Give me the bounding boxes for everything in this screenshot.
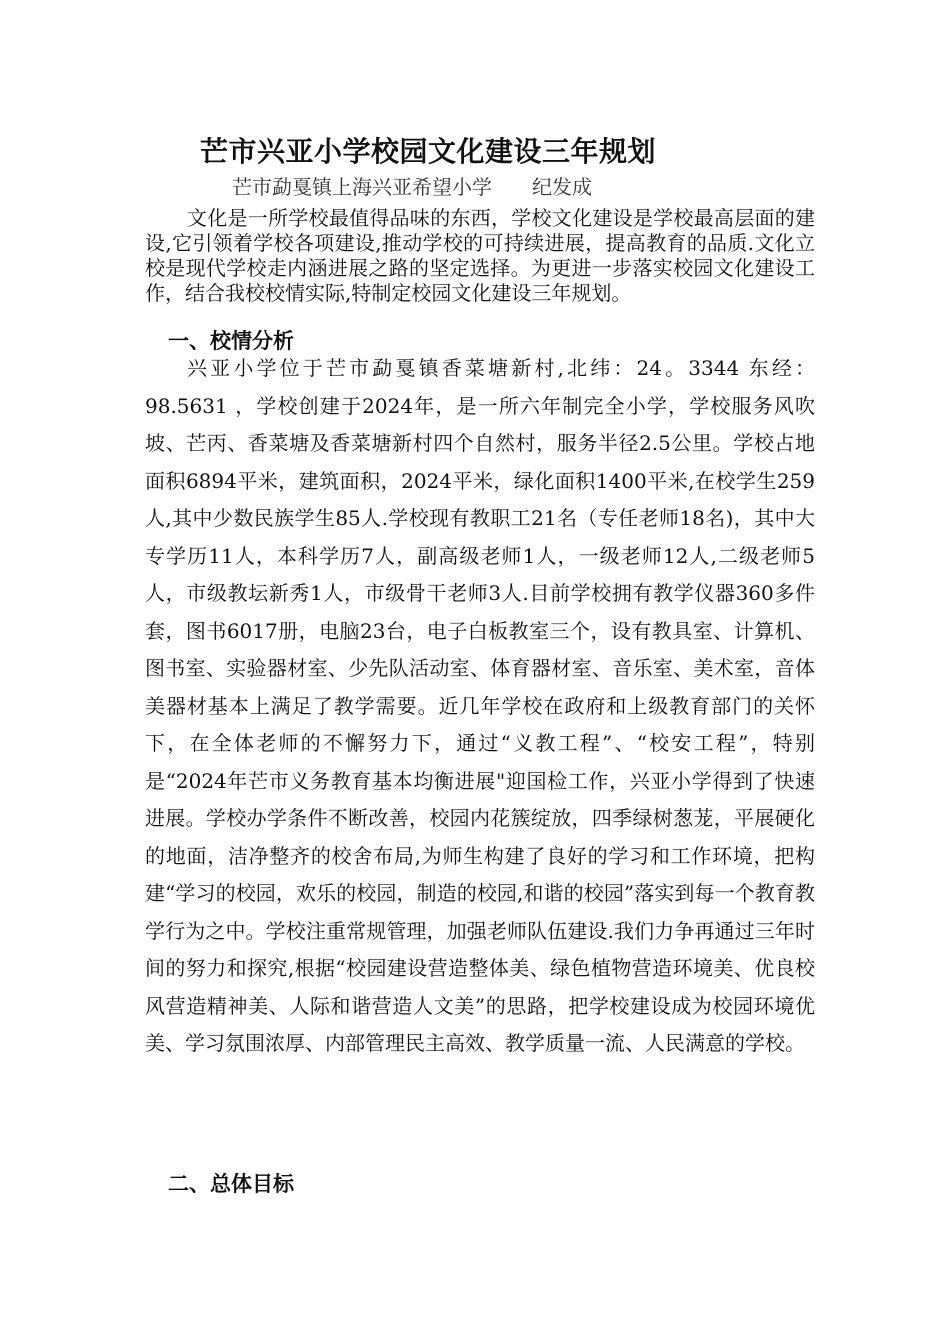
section-heading-situation-analysis: 一、校情分析 [168, 328, 294, 353]
byline [232, 174, 592, 200]
school-name: 芒市勐戛镇上海兴亚希望小学 [232, 175, 492, 199]
document-title: 芒市兴亚小学校园文化建设三年规划 [200, 135, 657, 168]
author-name: 纪发成 [532, 175, 592, 199]
section-heading-overall-goals: 二、总体目标 [168, 1171, 294, 1196]
situation-analysis-paragraph: 兴亚小学位于芒市勐戛镇香菜塘新村,北纬：24。3344 东经：98.5631 ，学校创建于2024年，是一所六年制完全小学，学校服务风吹坡、芒丙、香菜塘及香菜塘新村四个自然村，服务半径2.5公里。学校占地面积6894平米，建筑面积，2024平米，绿化面积1400平米,在校学生259人,其中少数民族学生85人.学校现有教职工21名（专任老师18名)，其中大专学历11人，本科学历7人，副高级老师1人，一级老师12人,二级老师5人，市级教坛新秀1人，市级骨干老师3人.目前学校拥有教学仪器360多件套，图书6017册，电脑23台，电子白板教室三个，设有教具室、计算机、图书室、实验器材室、少先队活动室、体育器材室、音乐室、美术室，音体美器材基本上满足了教学需要。近几年学校在政府和上级教育部门的关怀下，在全体老师的不懈努力下，通过“义教工程”、“校安工程”，特别是“2024年芒市义务教育基本均衡进展"迎国检工作，兴亚小学得到了快速进展。学校办学条件不断改善，校园内花簇绽放，四季绿树葱茏，平展硬化的地面，洁净整齐的校舍布局,为师生构建了良好的学习和工作环境，把构建“学习的校园，欢乐的校园，制造的校园,和谐的校园”落实到每一个教育教学行为之中。学校注重常规管理，加强老师队伍建设.我们力争再通过三年时间的努力和探究,根据“校园建设营造整体美、绿色植物营造环境美、优良校风营造精神美、人际和谐营造人文美”的思路，把学校建设成为校园环境优美、学习氛围浓厚、内部管理民主高效、教学质量一流、人民满意的学校。 [145, 356, 815, 1055]
intro-paragraph: 文化是一所学校最值得品味的东西，学校文化建设是学校最高层面的建设,它引领着学校各项建设,推动学校的可持续进展，提高教育的品质.文化立校是现代学校走内涵进展之路的坚定选择。为更进一步落实校园文化建设工作，结合我校校情实际,特制定校园文化建设三年规划。 [145, 206, 815, 305]
